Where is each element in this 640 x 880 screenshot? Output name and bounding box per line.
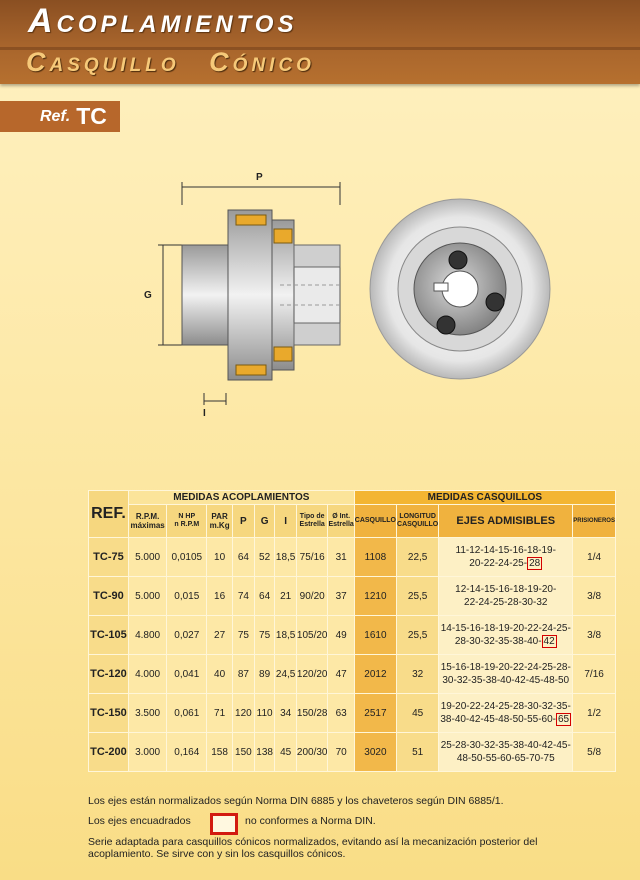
ref-tag [0,101,120,132]
cell-casquillo: 1610 [354,616,396,655]
cell-p: 87 [232,655,254,694]
cell-l: 21 [275,577,296,616]
header-tipo-estrella: Tipo de Estrella [296,505,328,538]
cell-tipo: 120/20 [296,655,328,694]
ejes-line-1: 15-16-18-19-20-22-24-25-28- [440,662,571,673]
cell-tipo: 150/28 [296,694,328,733]
cell-p: 74 [232,577,254,616]
cell-g: 75 [254,616,275,655]
cell-casquillo: 1210 [354,577,396,616]
cell-rpm: 5.000 [128,538,166,577]
cell-rpm: 5.000 [128,577,166,616]
header-g: G [254,505,275,538]
cell-ref: TC-150 [89,694,129,733]
cell-ref: TC-90 [89,577,129,616]
header-p: P [232,505,254,538]
cell-par: 27 [207,616,233,655]
cell-rpm: 4.800 [128,616,166,655]
cell-tipo: 105/20 [296,616,328,655]
cell-prisioneros: 1/4 [573,538,616,577]
ref-prefix: Ref. [40,107,71,125]
table-row [89,655,616,694]
cell-n: 0,041 [167,655,207,694]
header-n: N HP n R.P.M [167,505,207,538]
cell-ref: TC-200 [89,733,129,772]
specs-table-body [89,538,616,772]
ref-code: TC [76,103,107,129]
cell-ref: TC-105 [89,616,129,655]
header-int-estrella: Ø Int. Estrella [328,505,354,538]
header-banner [0,0,640,84]
cell-g: 138 [254,733,275,772]
cell-l: 18,5 [275,616,296,655]
cell-prisioneros: 7/16 [573,655,616,694]
ejes-line-1: 11-12-14-15-16-18-19- [455,545,556,556]
header-casquillo: CASQUILLO [354,505,396,538]
cell-casquillo: 3020 [354,733,396,772]
cell-casquillo: 2012 [354,655,396,694]
note-series: Serie adaptada para casquillos cónicos normalizados, evitando así la mecanización posterior del acoplamiento. Se sirve con y sin los casquillos cónicos. [88,836,538,860]
cell-g: 89 [254,655,275,694]
dimension-label-g: G [144,290,152,301]
cell-int: 37 [328,577,354,616]
cell-longitud: 51 [397,733,439,772]
cell-int: 47 [328,655,354,694]
note-boxed-label: Los ejes encuadrados [88,815,191,827]
ejes-line-2: 30-32-35-38-40-42-45-48-50 [442,675,570,686]
page-title: Acoplamientos [28,2,298,40]
cell-par: 158 [207,733,233,772]
ejes-line-2: 20-22-24-25- [469,558,528,569]
cell-p: 120 [232,694,254,733]
cell-ejes [439,538,573,577]
cell-ejes [439,577,573,616]
header-l: I [275,505,296,538]
ejes-line-2: 38-40-42-45-48-50-55-60- [440,714,556,725]
ejes-line-2: 48-50-55-60-65-70-75 [456,753,555,764]
cell-par: 16 [207,577,233,616]
cell-n: 0,164 [167,733,207,772]
cell-longitud: 22,5 [397,538,439,577]
boxed-non-din-shaft: 65 [557,714,570,725]
header-prisioneros: PRISIONEROS [573,505,616,538]
cell-casquillo: 2517 [354,694,396,733]
cell-longitud: 32 [397,655,439,694]
cell-tipo: 75/16 [296,538,328,577]
ejes-line-1: 14-15-16-18-19-20-22-24-25- [440,623,571,634]
dimension-label-l: I [203,408,206,419]
cell-p: 150 [232,733,254,772]
coupling-drawing [130,165,570,430]
header-ref: REF. [89,491,129,538]
cell-longitud: 25,5 [397,616,439,655]
cell-par: 40 [207,655,233,694]
ejes-line-1: 25-28-30-32-35-38-40-42-45- [440,740,571,751]
cell-int: 63 [328,694,354,733]
cell-g: 110 [254,694,275,733]
cell-ejes [439,655,573,694]
boxed-non-din-shaft: 42 [543,636,555,647]
cell-l: 45 [275,733,296,772]
cell-prisioneros: 3/8 [573,616,616,655]
page-subtitle: Casquillo Cónico [26,47,315,77]
cell-longitud: 45 [397,694,439,733]
header-rpm: R.P.M. máximas [128,505,166,538]
cell-n: 0,027 [167,616,207,655]
cell-longitud: 25,5 [397,577,439,616]
cell-ref: TC-75 [89,538,129,577]
cell-ejes [439,733,573,772]
ejes-line-2: 22-24-25-28-30-32 [464,597,548,608]
cell-rpm: 3.500 [128,694,166,733]
note-din: Los ejes están normalizados según Norma DIN 6885 y los chaveteros según DIN 6885/1. [88,795,504,807]
cell-n: 0,061 [167,694,207,733]
cell-par: 71 [207,694,233,733]
cell-prisioneros: 5/8 [573,733,616,772]
cell-rpm: 4.000 [128,655,166,694]
ejes-line-2: 28-30-32-35-38-40- [454,636,542,647]
boxed-non-din-shaft: 28 [529,558,541,569]
cell-n: 0,0105 [167,538,207,577]
specs-table [88,490,616,772]
table-row [89,577,616,616]
table-row [89,538,616,577]
ejes-line-1: 19-20-22-24-25-28-30-32-35- [440,701,571,712]
cell-g: 52 [254,538,275,577]
cell-n: 0,015 [167,577,207,616]
cell-tipo: 90/20 [296,577,328,616]
cell-ejes [439,694,573,733]
cell-int: 70 [328,733,354,772]
cell-l: 18,5 [275,538,296,577]
header-ejes: EJES ADMISIBLES [439,505,573,538]
table-row [89,694,616,733]
cell-l: 24,5 [275,655,296,694]
dimension-label-p: P [256,172,263,183]
cell-par: 10 [207,538,233,577]
table-row [89,616,616,655]
cell-p: 75 [232,616,254,655]
note-boxed-desc: no conformes a Norma DIN. [245,815,376,827]
cell-prisioneros: 3/8 [573,577,616,616]
cell-int: 49 [328,616,354,655]
cell-l: 34 [275,694,296,733]
cell-p: 64 [232,538,254,577]
coupling-drawing-svg [130,165,570,425]
cell-ejes [439,616,573,655]
header-par: PAR m.Kg [207,505,233,538]
header-group-acoplamientos: MEDIDAS ACOPLAMIENTOS [128,491,354,505]
cell-prisioneros: 1/2 [573,694,616,733]
cell-casquillo: 1108 [354,538,396,577]
cell-ref: TC-120 [89,655,129,694]
cell-int: 31 [328,538,354,577]
cell-g: 64 [254,577,275,616]
header-longitud: LONGITUD CASQUILLO [397,505,439,538]
header-group-casquillos: MEDIDAS CASQUILLOS [354,491,615,505]
ejes-line-1: 12-14-15-16-18-19-20- [455,584,557,595]
cell-tipo: 200/30 [296,733,328,772]
boxed-legend-swatch [210,813,238,835]
cell-rpm: 3.000 [128,733,166,772]
table-row [89,733,616,772]
